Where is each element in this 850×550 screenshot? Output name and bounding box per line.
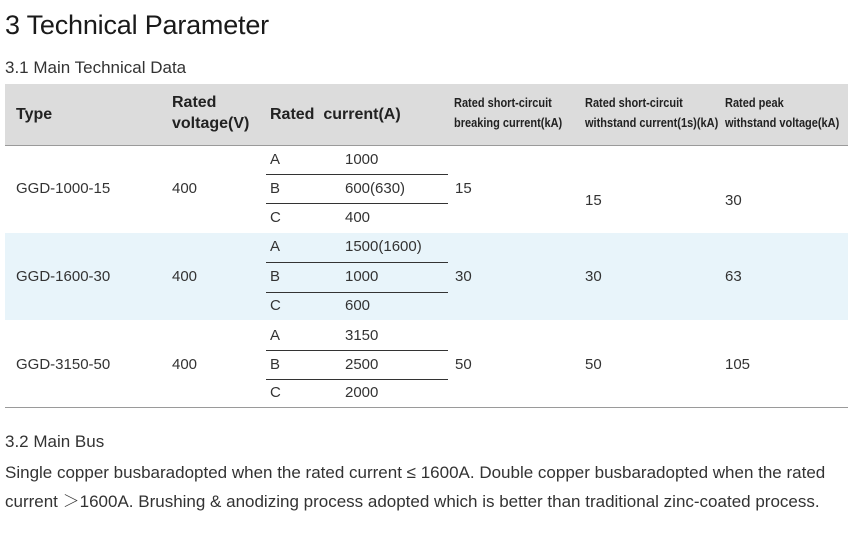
cell-current: 1500(1600) [345,238,422,255]
cell-grade: C [270,209,281,226]
cell-grade: A [270,238,281,255]
header-peak-line2: withstand voltage(kA) [725,116,840,130]
cell-peak: 63 [725,268,742,285]
cell-withstand: 50 [585,356,602,373]
header-current: Rated current(A) [270,106,401,123]
table-header [5,84,848,146]
cell-breaking: 30 [455,268,472,285]
cell-current: 1000 [345,268,379,285]
header-breaking-line1: Rated short-circuit [454,96,552,110]
row-separator [266,203,448,204]
row-separator [266,174,448,175]
header-voltage-line1: Rated [172,94,217,111]
table-row [5,320,848,407]
cell-current: 400 [345,209,371,226]
cell-grade: A [270,151,281,168]
cell-type: GGD-1600-30 [16,268,111,285]
main-bus-paragraph: Single copper busbaradopted when the rated current ≤ 1600A. Double copper busbaradopted when the rated current ＞1600A. Brushing & anodizing process adopted which is better than traditional zinc-coated process. [5,463,826,511]
cell-peak: 105 [725,356,751,373]
cell-grade: B [270,268,281,285]
row-separator [266,379,448,380]
row-separator [266,350,448,351]
cell-grade: C [270,384,281,401]
cell-withstand: 30 [585,268,602,285]
header-type: Type [16,106,53,123]
cell-withstand: 15 [585,192,602,209]
header-peak-line1: Rated peak [725,96,784,110]
cell-type: GGD-3150-50 [16,356,111,373]
cell-type: GGD-1000-15 [16,180,111,197]
cell-current: 2000 [345,384,379,401]
table-row [5,146,848,233]
cell-breaking: 15 [455,180,472,197]
cell-grade: C [270,297,281,314]
header-withstand-line2: withstand current(1s)(kA) [585,116,719,130]
table-bottom-border [5,407,848,408]
header-breaking-line2: breaking current(kA) [454,116,563,130]
cell-voltage: 400 [172,268,198,285]
section-title: 3 Technical Parameter [5,10,269,40]
cell-current: 600 [345,297,371,314]
cell-voltage: 400 [172,356,198,373]
row-separator [266,262,448,263]
cell-breaking: 50 [455,356,472,373]
table-row [5,233,848,320]
cell-current: 2500 [345,356,379,373]
cell-grade: B [270,180,281,197]
cell-voltage: 400 [172,180,198,197]
cell-peak: 30 [725,192,742,209]
header-voltage-line2: voltage(V) [172,115,250,132]
cell-grade: A [270,327,281,344]
cell-current: 600(630) [345,180,406,197]
cell-current: 1000 [345,151,379,168]
cell-grade: B [270,356,281,373]
cell-current: 3150 [345,327,379,344]
subsection-title-main-technical-data: 3.1 Main Technical Data [5,58,187,77]
row-separator [266,292,448,293]
subsection-title-main-bus: 3.2 Main Bus [5,432,105,451]
header-withstand-line1: Rated short-circuit [585,96,683,110]
